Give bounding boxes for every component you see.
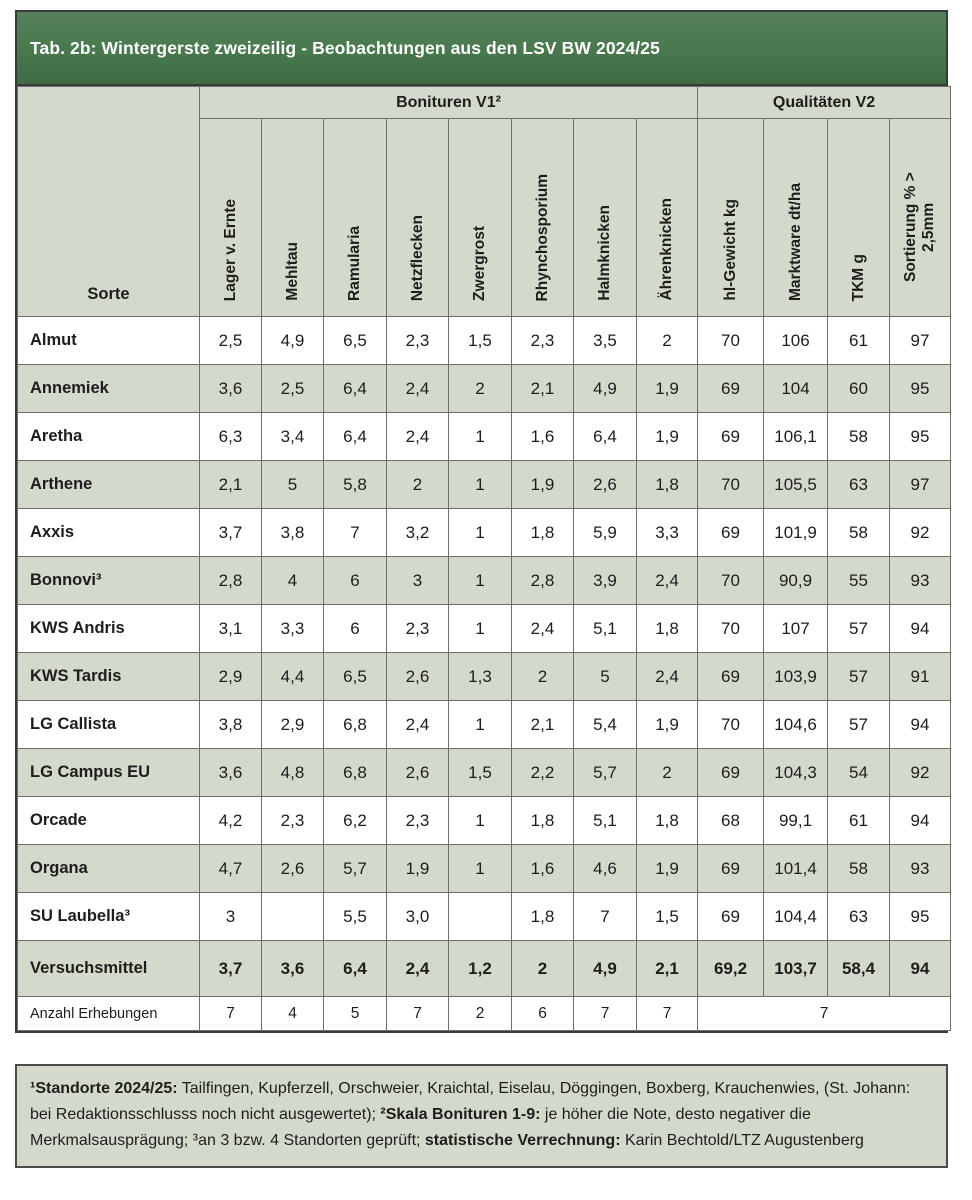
value-cell: 103,9 — [764, 653, 828, 701]
value-cell: 61 — [828, 797, 890, 845]
corner-header-sorte: Sorte — [18, 87, 200, 317]
table-row — [18, 461, 951, 509]
value-cell: 1 — [449, 413, 512, 461]
value-cell: 2 — [637, 317, 698, 365]
value-cell: 6,2 — [324, 797, 387, 845]
value-cell: 6 — [324, 557, 387, 605]
column-header-label: Mehltau — [283, 242, 301, 301]
data-table — [17, 86, 951, 1031]
value-cell: 58 — [828, 413, 890, 461]
column-header-label: Lager v. Ernte — [221, 198, 239, 301]
column-header — [637, 119, 698, 317]
value-cell: 3,0 — [387, 893, 449, 941]
value-cell: 6 — [324, 605, 387, 653]
value-cell: 1,5 — [449, 749, 512, 797]
table-row — [18, 557, 951, 605]
value-cell: 2,9 — [200, 653, 262, 701]
column-header-label: Marktware dt/ha — [786, 182, 804, 301]
value-cell: 5 — [262, 461, 324, 509]
value-cell: 4,7 — [200, 845, 262, 893]
table-row — [18, 941, 951, 997]
sorte-name: KWS Andris — [18, 605, 200, 653]
value-cell: 70 — [698, 557, 764, 605]
value-cell: 1 — [449, 461, 512, 509]
value-cell: 2,1 — [512, 701, 574, 749]
value-cell: 93 — [890, 845, 951, 893]
column-header — [449, 119, 512, 317]
value-cell: 2 — [387, 461, 449, 509]
value-cell: 1 — [449, 509, 512, 557]
column-header-label: Sortierung % > 2,5mm — [902, 172, 938, 282]
value-cell: 69 — [698, 413, 764, 461]
value-cell: 5,9 — [574, 509, 637, 557]
value-cell: 2,6 — [262, 845, 324, 893]
value-cell: 106,1 — [764, 413, 828, 461]
value-cell: 3,2 — [387, 509, 449, 557]
value-cell: 4,8 — [262, 749, 324, 797]
table-sheet — [15, 10, 948, 1033]
value-cell: 1,6 — [512, 845, 574, 893]
sorte-name: Arthene — [18, 461, 200, 509]
value-cell: 2,4 — [387, 701, 449, 749]
value-cell: 57 — [828, 653, 890, 701]
value-cell: 4,2 — [200, 797, 262, 845]
value-cell: 2,1 — [637, 941, 698, 997]
table-row — [18, 749, 951, 797]
value-cell: 2,4 — [387, 413, 449, 461]
value-cell — [262, 893, 324, 941]
value-cell: 2,1 — [200, 461, 262, 509]
value-cell: 94 — [890, 941, 951, 997]
value-cell: 1,5 — [637, 893, 698, 941]
sorte-name: Bonnovi³ — [18, 557, 200, 605]
sorte-name: Axxis — [18, 509, 200, 557]
value-cell: 2 — [449, 365, 512, 413]
value-cell: 6,5 — [324, 317, 387, 365]
value-cell: 1 — [449, 797, 512, 845]
value-cell: 107 — [764, 605, 828, 653]
value-cell: 1,9 — [637, 365, 698, 413]
value-cell: 1,8 — [637, 461, 698, 509]
value-cell: 55 — [828, 557, 890, 605]
value-cell: 4,9 — [262, 317, 324, 365]
table-row — [18, 797, 951, 845]
value-cell: 5,7 — [574, 749, 637, 797]
value-cell: 92 — [890, 749, 951, 797]
value-cell: 1 — [449, 701, 512, 749]
table-row — [18, 413, 951, 461]
value-cell: 3 — [387, 557, 449, 605]
value-cell: 3 — [200, 893, 262, 941]
value-cell: 58 — [828, 509, 890, 557]
footnote-segment: ²Skala Bonituren 1-9: — [380, 1106, 541, 1123]
value-cell: 2,3 — [262, 797, 324, 845]
footnote-segment: statistische Verrechnung: — [424, 1132, 621, 1149]
value-cell: 3,3 — [637, 509, 698, 557]
anzahl-value: 2 — [449, 997, 512, 1031]
value-cell: 2 — [637, 749, 698, 797]
value-cell: 1,9 — [637, 413, 698, 461]
footnote-segment: je höher die Note, desto negativer die Merkmalsausprägung; — [30, 1106, 811, 1149]
value-cell: 60 — [828, 365, 890, 413]
sorte-name: Organa — [18, 845, 200, 893]
value-cell: 1,9 — [637, 845, 698, 893]
value-cell: 2,2 — [512, 749, 574, 797]
value-cell: 57 — [828, 701, 890, 749]
value-cell: 2 — [512, 941, 574, 997]
value-cell: 1,8 — [637, 605, 698, 653]
anzahl-value: 7 — [387, 997, 449, 1031]
value-cell: 5,8 — [324, 461, 387, 509]
value-cell: 6,4 — [574, 413, 637, 461]
value-cell: 3,1 — [200, 605, 262, 653]
value-cell: 4,9 — [574, 365, 637, 413]
sorte-name: SU Laubella³ — [18, 893, 200, 941]
value-cell: 97 — [890, 461, 951, 509]
column-header-label: Rhynchosporium — [533, 173, 551, 301]
value-cell: 101,4 — [764, 845, 828, 893]
value-cell: 99,1 — [764, 797, 828, 845]
column-header-label: Halmknicken — [596, 205, 614, 301]
value-cell: 69 — [698, 893, 764, 941]
value-cell: 104,3 — [764, 749, 828, 797]
value-cell: 3,4 — [262, 413, 324, 461]
value-cell: 68 — [698, 797, 764, 845]
table-title: Tab. 2b: Wintergerste zweizeilig - Beobachtungen aus den LSV BW 2024/25 — [30, 37, 660, 58]
value-cell: 95 — [890, 893, 951, 941]
value-cell: 5,7 — [324, 845, 387, 893]
value-cell: 94 — [890, 605, 951, 653]
value-cell: 7 — [324, 509, 387, 557]
value-cell: 2,9 — [262, 701, 324, 749]
footnote-segment: Karin Bechtold/LTZ Augustenberg — [620, 1132, 864, 1149]
value-cell: 1,8 — [512, 893, 574, 941]
anzahl-value: 7 — [200, 997, 262, 1031]
column-header-label: Ramularia — [346, 226, 364, 301]
column-header-label: Zwergrost — [471, 226, 489, 301]
value-cell: 2,4 — [387, 365, 449, 413]
value-cell: 2,6 — [387, 653, 449, 701]
table-row — [18, 365, 951, 413]
value-cell: 63 — [828, 461, 890, 509]
value-cell: 1 — [449, 557, 512, 605]
value-cell: 4 — [262, 557, 324, 605]
value-cell: 63 — [828, 893, 890, 941]
value-cell: 70 — [698, 317, 764, 365]
anzahl-row — [18, 997, 951, 1031]
value-cell: 69 — [698, 653, 764, 701]
value-cell: 2,3 — [387, 317, 449, 365]
sorte-name: Almut — [18, 317, 200, 365]
value-cell: 2,3 — [387, 797, 449, 845]
table-row — [18, 509, 951, 557]
table-head — [18, 87, 951, 317]
value-cell: 1,9 — [387, 845, 449, 893]
value-cell — [449, 893, 512, 941]
column-header — [828, 119, 890, 317]
value-cell: 104,6 — [764, 701, 828, 749]
value-cell: 69 — [698, 509, 764, 557]
value-cell: 3,3 — [262, 605, 324, 653]
sorte-name: Versuchsmittel — [18, 941, 200, 997]
value-cell: 5,5 — [324, 893, 387, 941]
value-cell: 3,6 — [200, 365, 262, 413]
value-cell: 3,7 — [200, 941, 262, 997]
value-cell: 7 — [574, 893, 637, 941]
value-cell: 104 — [764, 365, 828, 413]
value-cell: 5,1 — [574, 605, 637, 653]
value-cell: 6,8 — [324, 749, 387, 797]
value-cell: 1,9 — [637, 701, 698, 749]
value-cell: 1,8 — [512, 797, 574, 845]
value-cell: 6,4 — [324, 365, 387, 413]
value-cell: 6,5 — [324, 653, 387, 701]
value-cell: 2,8 — [200, 557, 262, 605]
value-cell: 1,3 — [449, 653, 512, 701]
value-cell: 5 — [574, 653, 637, 701]
value-cell: 1,5 — [449, 317, 512, 365]
value-cell: 3,8 — [200, 701, 262, 749]
value-cell: 1,6 — [512, 413, 574, 461]
value-cell: 2,4 — [512, 605, 574, 653]
table-body — [18, 317, 951, 997]
value-cell: 1,8 — [637, 797, 698, 845]
value-cell: 6,3 — [200, 413, 262, 461]
sorte-name: LG Callista — [18, 701, 200, 749]
column-header — [574, 119, 637, 317]
value-cell: 70 — [698, 461, 764, 509]
value-cell: 2,4 — [387, 941, 449, 997]
anzahl-value: 4 — [262, 997, 324, 1031]
column-header-label: Netzflecken — [408, 214, 426, 301]
value-cell: 57 — [828, 605, 890, 653]
value-cell: 69 — [698, 365, 764, 413]
value-cell: 94 — [890, 797, 951, 845]
table-row — [18, 701, 951, 749]
group-header-qualitaeten: Qualitäten V2 — [698, 87, 951, 119]
column-header — [387, 119, 449, 317]
value-cell: 92 — [890, 509, 951, 557]
value-cell: 69 — [698, 749, 764, 797]
value-cell: 3,7 — [200, 509, 262, 557]
table-row — [18, 317, 951, 365]
value-cell: 58,4 — [828, 941, 890, 997]
value-cell: 103,7 — [764, 941, 828, 997]
value-cell: 70 — [698, 701, 764, 749]
value-cell: 4,6 — [574, 845, 637, 893]
value-cell: 54 — [828, 749, 890, 797]
value-cell: 101,9 — [764, 509, 828, 557]
footnote-segment: ³an 3 bzw. 4 Standorten geprüft; — [192, 1132, 425, 1149]
value-cell: 94 — [890, 701, 951, 749]
value-cell: 2,6 — [387, 749, 449, 797]
value-cell: 5,4 — [574, 701, 637, 749]
anzahl-value: 5 — [324, 997, 387, 1031]
value-cell: 95 — [890, 365, 951, 413]
value-cell: 104,4 — [764, 893, 828, 941]
value-cell: 2,1 — [512, 365, 574, 413]
value-cell: 97 — [890, 317, 951, 365]
value-cell: 3,6 — [200, 749, 262, 797]
value-cell: 2,4 — [637, 653, 698, 701]
anzahl-value: 6 — [512, 997, 574, 1031]
column-header-label: hl-Gewicht kg — [721, 199, 739, 301]
sorte-name: Aretha — [18, 413, 200, 461]
value-cell: 3,9 — [574, 557, 637, 605]
value-cell: 2,4 — [637, 557, 698, 605]
footnote-segment: ¹Standorte 2024/25: — [30, 1080, 178, 1097]
column-header-label: TKM g — [849, 253, 867, 301]
column-header — [324, 119, 387, 317]
value-cell: 95 — [890, 413, 951, 461]
group-header-bonituren: Bonituren V1² — [200, 87, 698, 119]
value-cell: 1 — [449, 845, 512, 893]
column-header — [200, 119, 262, 317]
value-cell: 1,2 — [449, 941, 512, 997]
sorte-name: Orcade — [18, 797, 200, 845]
column-header — [512, 119, 574, 317]
value-cell: 106 — [764, 317, 828, 365]
sorte-name: KWS Tardis — [18, 653, 200, 701]
value-cell: 4,9 — [574, 941, 637, 997]
value-cell: 61 — [828, 317, 890, 365]
value-cell: 6,4 — [324, 941, 387, 997]
value-cell: 2,3 — [512, 317, 574, 365]
table-foot — [18, 997, 951, 1031]
value-cell: 2 — [512, 653, 574, 701]
table-row — [18, 653, 951, 701]
sorte-name: Annemiek — [18, 365, 200, 413]
value-cell: 105,5 — [764, 461, 828, 509]
value-cell: 2,3 — [387, 605, 449, 653]
anzahl-merged-value: 7 — [698, 997, 951, 1031]
value-cell: 6,4 — [324, 413, 387, 461]
table-title-bar — [17, 12, 946, 86]
anzahl-label: Anzahl Erhebungen — [18, 997, 200, 1031]
sorte-name: LG Campus EU — [18, 749, 200, 797]
value-cell: 93 — [890, 557, 951, 605]
value-cell: 70 — [698, 605, 764, 653]
value-cell: 4,4 — [262, 653, 324, 701]
value-cell: 1 — [449, 605, 512, 653]
column-header — [890, 119, 951, 317]
value-cell: 6,8 — [324, 701, 387, 749]
value-cell: 2,6 — [574, 461, 637, 509]
footnote-box — [15, 1064, 948, 1168]
value-cell: 69,2 — [698, 941, 764, 997]
value-cell: 3,8 — [262, 509, 324, 557]
table-row — [18, 605, 951, 653]
value-cell: 2,8 — [512, 557, 574, 605]
value-cell: 90,9 — [764, 557, 828, 605]
group-header-row — [18, 87, 951, 119]
value-cell: 91 — [890, 653, 951, 701]
value-cell: 3,6 — [262, 941, 324, 997]
column-header-label: Ährenknicken — [658, 198, 676, 301]
value-cell: 69 — [698, 845, 764, 893]
value-cell: 2,5 — [200, 317, 262, 365]
column-header — [764, 119, 828, 317]
column-header — [698, 119, 764, 317]
value-cell: 5,1 — [574, 797, 637, 845]
anzahl-value: 7 — [637, 997, 698, 1031]
table-row — [18, 845, 951, 893]
table-row — [18, 893, 951, 941]
footnote-segment: Tailfingen, Kupferzell, Orschweier, Kraichtal, Eiselau, Döggingen, Boxberg, Krauchenwies, (St. Johann: bei Redaktionsschlusss noch nicht ausgewertet); — [30, 1080, 911, 1123]
column-header — [262, 119, 324, 317]
value-cell: 2,5 — [262, 365, 324, 413]
value-cell: 3,5 — [574, 317, 637, 365]
value-cell: 58 — [828, 845, 890, 893]
value-cell: 1,9 — [512, 461, 574, 509]
anzahl-value: 7 — [574, 997, 637, 1031]
value-cell: 1,8 — [512, 509, 574, 557]
